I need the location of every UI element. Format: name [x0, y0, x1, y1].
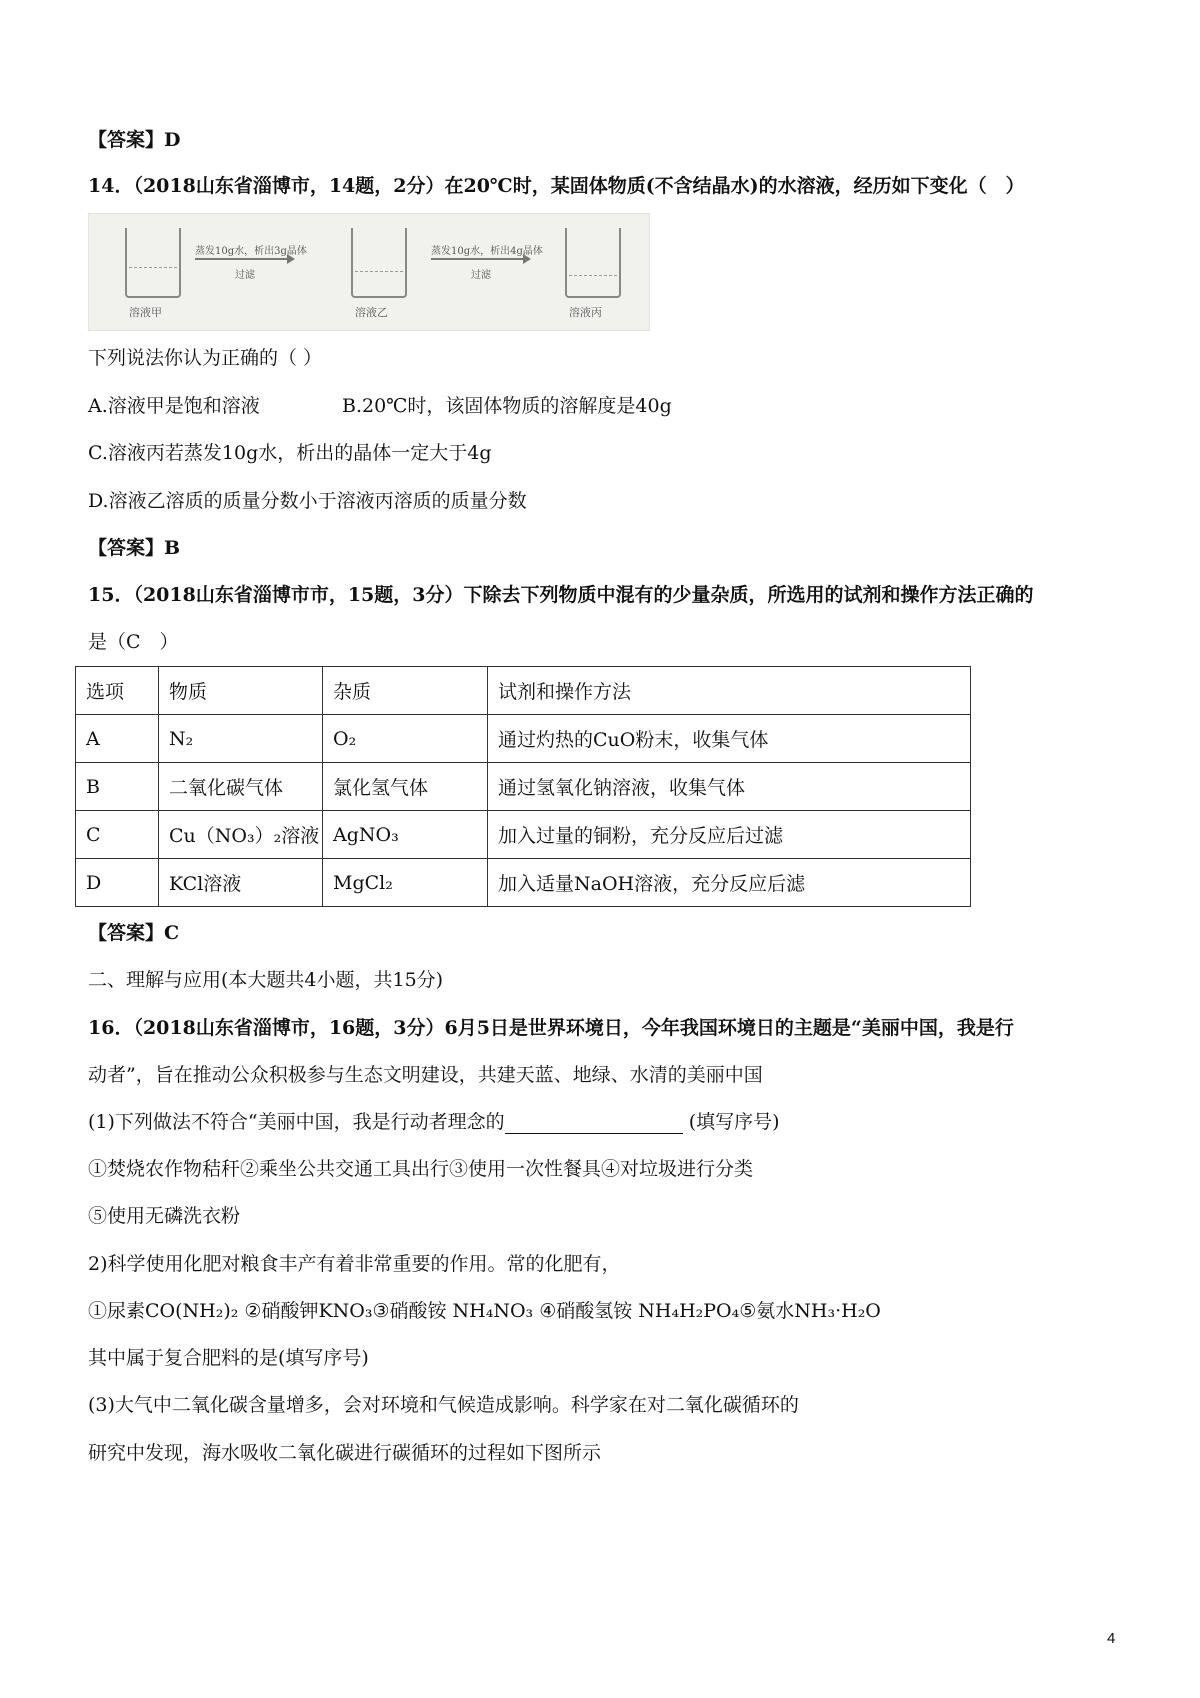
cell: D [76, 859, 159, 907]
table-row [76, 715, 971, 763]
arrow2 [431, 258, 529, 260]
cell: 二氧化碳气体 [159, 763, 323, 811]
cell: 加入适量NaOH溶液，充分反应后滤 [488, 859, 971, 907]
answer-13: 【答案】D [88, 129, 181, 151]
cell: KCl溶液 [159, 859, 323, 907]
cell: O₂ [323, 715, 488, 763]
cell: AgNO₃ [323, 811, 488, 859]
beaker-label-jia: 溶液甲 [129, 306, 162, 319]
header-impurity: 杂质 [323, 667, 488, 715]
q14-option-b: B.20℃时，该固体物质的溶解度是40g [342, 395, 672, 417]
arrow1 [195, 258, 293, 260]
q14-option-c: C.溶液丙若蒸发10g水，析出的晶体一定大于4g [88, 442, 492, 464]
arrow1-bottom-label: 过滤 [235, 270, 255, 281]
arrow2-top-label: 蒸发10g水，析出4g晶体 [431, 246, 543, 257]
beaker-bing [565, 228, 621, 298]
q16-stem-2: 动者”，旨在推动公众积极参与生态文明建设，共建天蓝、地绿、水清的美丽中国 [88, 1064, 763, 1086]
beaker-jia [125, 228, 181, 298]
q16-part2: 2)科学使用化肥对粮食丰产有着非常重要的作用。常的化肥有， [88, 1253, 621, 1275]
answer-blank [505, 1113, 683, 1134]
cell: B [76, 763, 159, 811]
cell: 通过氢氧化钠溶液，收集气体 [488, 763, 971, 811]
section-heading: 二、理解与应用(本大题共4小题，共15分) [88, 969, 444, 991]
cell: 氯化氢气体 [323, 763, 488, 811]
cell: C [76, 811, 159, 859]
answer-14: 【答案】B [88, 537, 181, 559]
header-option: 选项 [76, 667, 159, 715]
page-number: 4 [1107, 1630, 1116, 1647]
cell: N₂ [159, 715, 323, 763]
q16-part3-1: (3)大气中二氧化碳含量增多，会对环境和气候造成影响。科学家在对二氧化碳循环的 [88, 1394, 799, 1416]
table-row [76, 811, 971, 859]
q14-option-a: A.溶液甲是饱和溶液 [88, 395, 260, 417]
q15-stem-2: 是（C ） [88, 631, 179, 653]
q14-prompt: 下列说法你认为正确的（ ） [88, 347, 323, 369]
q14-figure [88, 213, 650, 331]
q16-part3-2: 研究中发现，海水吸收二氧化碳进行碳循环的过程如下图所示 [88, 1442, 602, 1464]
table-row [76, 763, 971, 811]
q16-part2-question: 其中属于复合肥料的是(填写序号) [88, 1347, 369, 1369]
beaker-yi [351, 228, 407, 298]
beaker-label-yi: 溶液乙 [355, 306, 388, 319]
cell: Cu（NO₃）₂溶液 [159, 811, 323, 859]
q16-part1-options-1: ①焚烧农作物秸秆②乘坐公共交通工具出行③使用一次性餐具④对垃圾进行分类 [88, 1158, 754, 1180]
cell: A [76, 715, 159, 763]
table-row [76, 859, 971, 907]
q16-part1: (1)下列做法不符合“美丽中国，我是行动者理念的 (填写序号) [88, 1111, 780, 1133]
arrow1-top-label: 蒸发10g水，析出3g晶体 [195, 246, 307, 257]
answer-15: 【答案】C [88, 922, 180, 944]
q15-stem-1: 15．（2018山东省淄博市市，15题，3分）下除去下列物质中混有的少量杂质，所选用的试剂和操作方法正确的 [88, 584, 1034, 606]
cell: 通过灼热的CuO粉末，收集气体 [488, 715, 971, 763]
beaker-label-bing: 溶液丙 [569, 306, 602, 319]
header-substance: 物质 [159, 667, 323, 715]
q15-table [75, 666, 971, 907]
q14-option-d: D.溶液乙溶质的质量分数小于溶液丙溶质的质量分数 [88, 490, 527, 512]
arrow2-bottom-label: 过滤 [471, 270, 491, 281]
cell: MgCl₂ [323, 859, 488, 907]
header-method: 试剂和操作方法 [488, 667, 971, 715]
q16-part2-options: ①尿素CO(NH₂)₂ ②硝酸钾KNO₃③硝酸铵 NH₄NO₃ ④硝酸氢铵 NH₄H₂PO₄⑤氨水NH₃·H₂O [88, 1300, 881, 1322]
cell: 加入过量的铜粉，充分反应后过滤 [488, 811, 971, 859]
q14-stem: 14．（2018山东省淄博市，14题，2分）在20℃时，某固体物质(不含结晶水)的水溶液，经历如下变化（ ） [88, 175, 1025, 197]
q16-stem-1: 16．（2018山东省淄博市，16题，3分）6月5日是世界环境日，今年我国环境日的主题是“美丽中国，我是行 [88, 1017, 1014, 1039]
q16-part1-options-2: ⑤使用无磷洗衣粉 [88, 1205, 241, 1227]
table-header-row [76, 667, 971, 715]
